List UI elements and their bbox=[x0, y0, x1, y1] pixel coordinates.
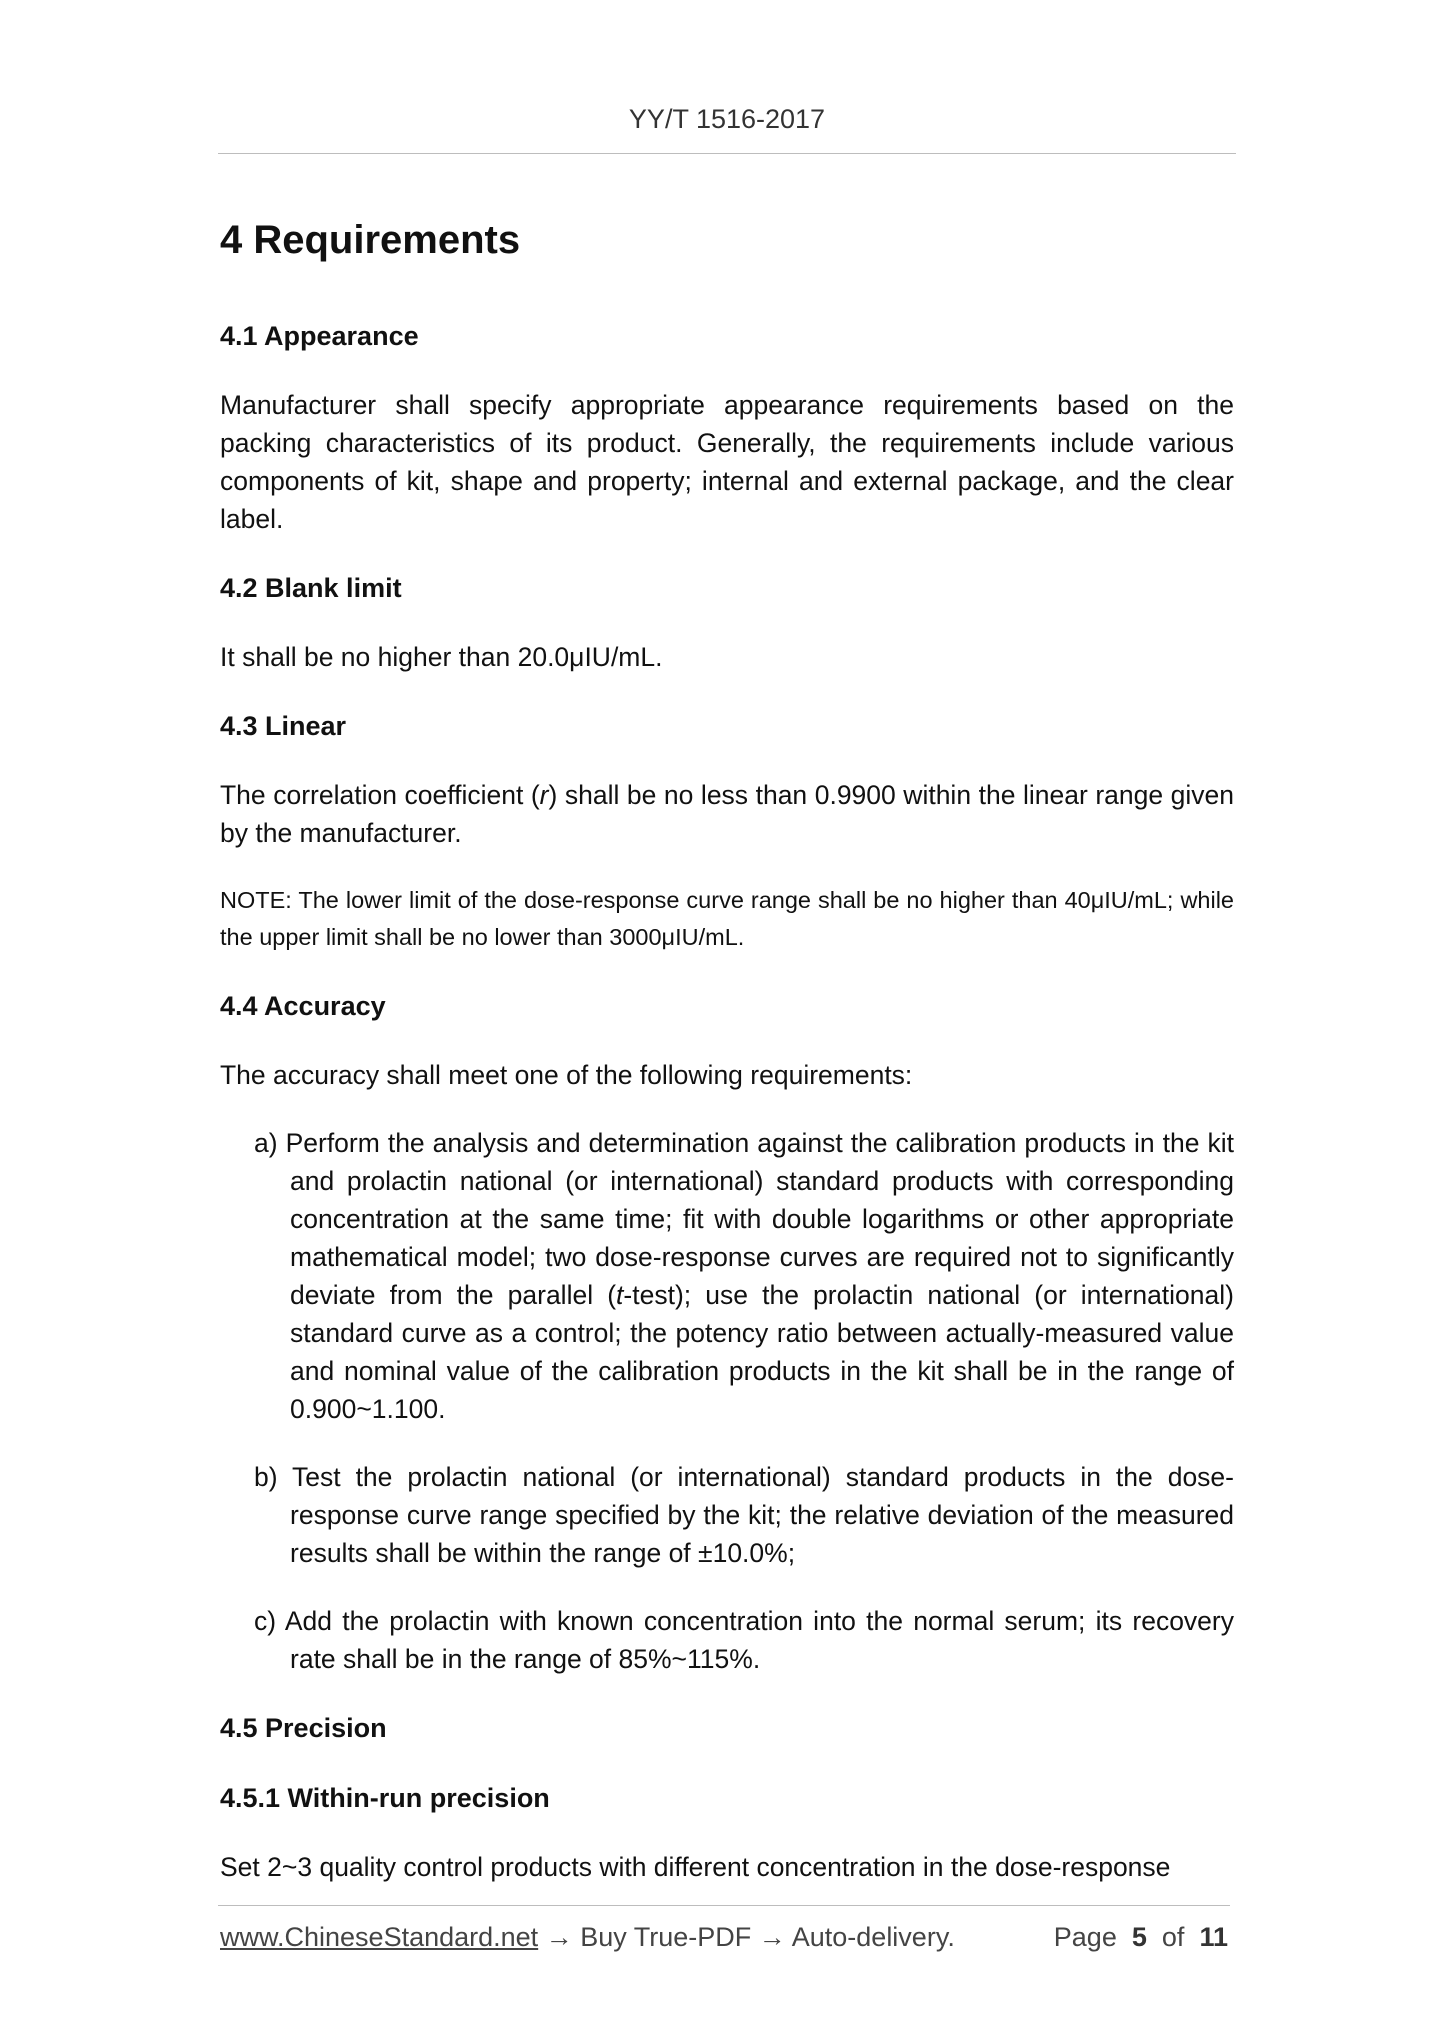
note-linear: NOTE: The lower limit of the dose-response curve range shall be no higher than 40μIU/mL; while the upper limit shall be no lower than 3000μIU/mL. bbox=[220, 887, 1234, 950]
item-a-var-t: t bbox=[616, 1280, 624, 1310]
item-a-after: -test); use the prolactin national (or international) standard curve as a control; the potency ratio between actually-measured value and nominal value of the calibration products in the kit shall be in the range of 0.900~1.100. bbox=[290, 1280, 1234, 1424]
list-item-a bbox=[254, 1124, 1234, 1428]
heading-4-3: 4.3 Linear bbox=[220, 711, 347, 741]
list-item-c: c) Add the prolactin with known concentration into the normal serum; its recovery rate shall be in the range of 85%~115%. bbox=[254, 1606, 1234, 1674]
linear-text-before: The correlation coefficient ( bbox=[220, 780, 540, 810]
section-title: 4 Requirements bbox=[220, 218, 521, 262]
page-label: Page bbox=[1053, 1922, 1117, 1952]
footer bbox=[220, 1922, 1230, 1953]
paragraph-appearance: Manufacturer shall specify appropriate appearance requirements based on the packing characteristics of its product. Generally, the requirements include various components of kit, shape and property; internal and external package, and the clear label. bbox=[220, 390, 1234, 534]
heading-4-2: 4.2 Blank limit bbox=[220, 573, 402, 603]
linear-text-after: ) shall be no less than 0.9900 within the linear range given by the manufacturer. bbox=[220, 780, 1234, 848]
of-label: of bbox=[1161, 1922, 1185, 1952]
linear-var-r: r bbox=[539, 780, 549, 810]
paragraph-within-run: Set 2~3 quality control products with different concentration in the dose-response bbox=[220, 1852, 1171, 1882]
item-a-before: a) Perform the analysis and determination against the calibration products in the kit and prolactin national (or international) standard products with corresponding concentration at the same time; fit with double logarithms or other appropriate mathematical model; two dose-response curves are required not to significantly deviate from the parallel ( bbox=[254, 1128, 1234, 1310]
paragraph-blank-limit: It shall be no higher than 20.0μIU/mL. bbox=[220, 642, 663, 672]
list-item-b: b) Test the prolactin national (or international) standard products in the dose-response curve range specified by the kit; the relative deviation of the measured results shall be within the range of ±10.0%; bbox=[254, 1462, 1234, 1568]
page-content bbox=[220, 210, 1234, 1916]
paragraph-linear bbox=[220, 776, 1234, 852]
heading-4-4: 4.4 Accuracy bbox=[220, 991, 386, 1021]
heading-4-5: 4.5 Precision bbox=[220, 1713, 387, 1743]
heading-4-1: 4.1 Appearance bbox=[220, 321, 419, 351]
header-divider bbox=[218, 153, 1236, 154]
page-number: 5 bbox=[1131, 1922, 1147, 1952]
footer-tagline: → Buy True-PDF → Auto-delivery. bbox=[538, 1922, 955, 1952]
heading-4-5-1: 4.5.1 Within-run precision bbox=[220, 1783, 550, 1813]
header-doc-id: YY/T 1516-2017 bbox=[628, 104, 826, 134]
page-indicator bbox=[1054, 1922, 1228, 1953]
page-total: 11 bbox=[1199, 1922, 1228, 1952]
footer-link[interactable]: www.ChineseStandard.net bbox=[220, 1922, 539, 1952]
footer-divider bbox=[218, 1905, 1230, 1906]
paragraph-accuracy-intro: The accuracy shall meet one of the following requirements: bbox=[220, 1060, 913, 1090]
